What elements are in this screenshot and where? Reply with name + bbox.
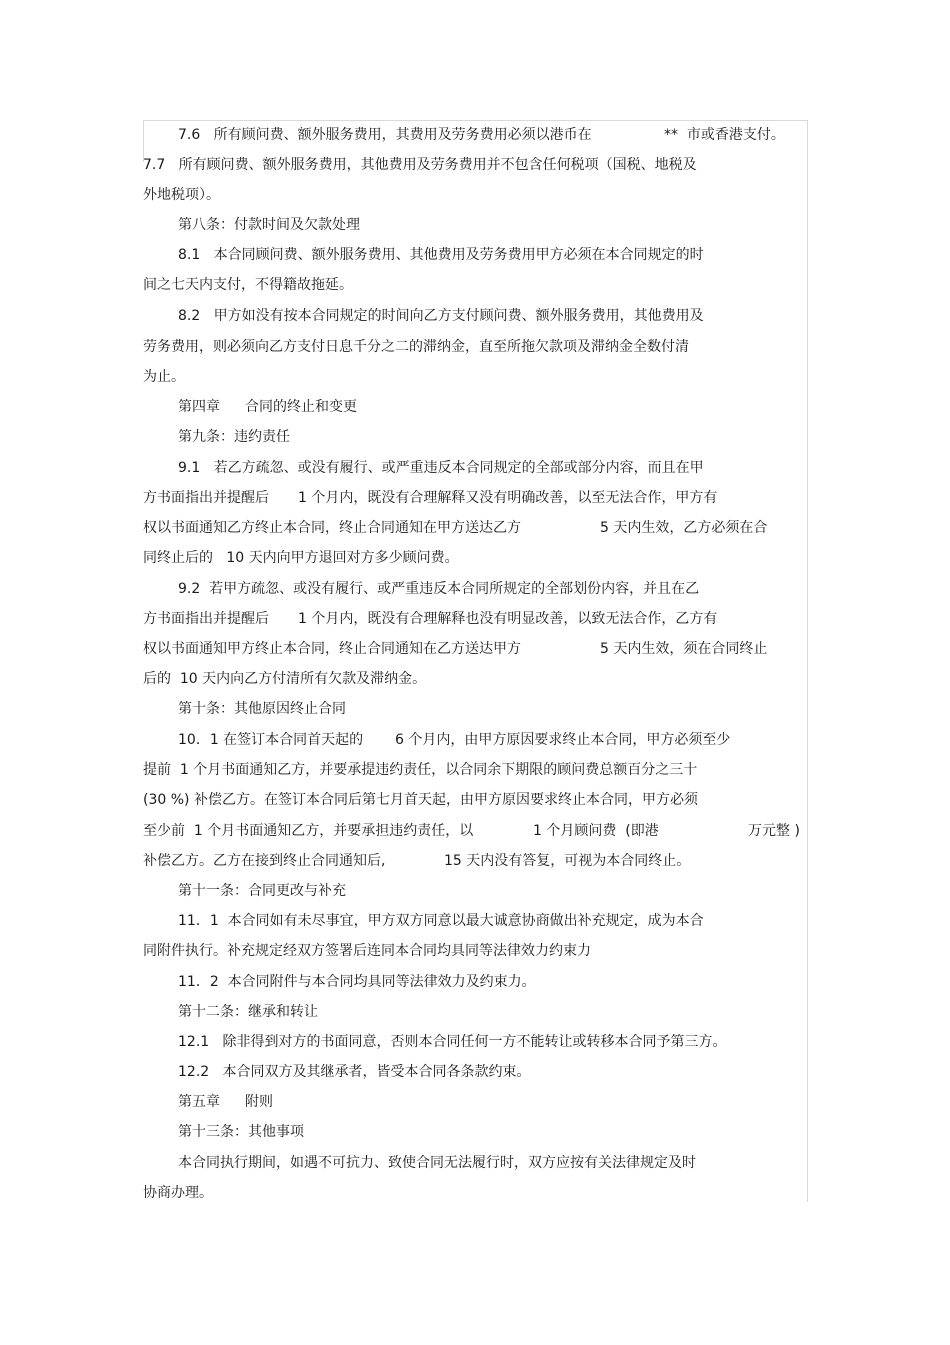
clause-10-1-line-5b: 15 天内没有答复，可视为本合同终止。 [444, 853, 691, 869]
article-12-heading: 第十二条：继承和转让 [178, 1004, 318, 1020]
clause-12-1-line: 12.1 除非得到对方的书面同意，否则本合同任何一方不能转让或转移本合同予第三方。 [178, 1034, 727, 1050]
clause-9-1-line-3b: 5 天内生效，乙方必须在合 [600, 520, 768, 536]
article-9-heading: 第九条：违约责任 [178, 429, 290, 445]
clause-9-1-line-2a: 方书面指出并提醒后 [143, 490, 269, 506]
clause-9-1-line-3a: 权以书面通知乙方终止本合同，终止合同通知在甲方送达乙方 [143, 520, 521, 536]
chapter-4-title: 合同的终止和变更 [245, 399, 357, 415]
clause-8-2-line-end: 为止。 [143, 369, 185, 385]
clause-10-1-line-2: 提前 1 个月书面通知乙方，并要承提违约责任，以合同余下期限的顾问费总额百分之三十 [143, 762, 698, 778]
chapter-4-number: 第四章 [178, 399, 220, 415]
clause-9-1-line: 9.1 若乙方疏忽、或没有履行、或严重违反本合同规定的全部或部分内容，而且在甲 [178, 460, 704, 476]
clause-12-2-line: 12.2 本合同双方及其继承者，皆受本合同各条款约束。 [178, 1064, 531, 1080]
article-11-heading: 第十一条：合同更改与补充 [178, 883, 346, 899]
clause-7-7-line-cont: 外地税项）。 [143, 187, 220, 203]
clause-10-1-line-4c: 万元整 ) [748, 823, 800, 839]
clause-8-1-line-cont: 间之七天内支付，不得籍故拖延。 [143, 277, 353, 293]
clause-7-7-line: 7.7 所有顾问费、额外服务费用，其他费用及劳务费用并不包含任何税项（国税、地税及 [143, 157, 697, 173]
clause-8-1-line: 8.1 本合同顾问费、额外服务费用、其他费用及劳务费用甲方必须在本合同规定的时 [178, 247, 704, 263]
clause-9-2-line-3a: 权以书面通知甲方终止本合同，终止合同通知在乙方送达甲方 [143, 641, 521, 657]
clause-10-1-line-3: (30 %) 补偿乙方。在签订本合同后第七月首天起，由甲方原因要求终止本合同，甲方必须 [143, 792, 698, 808]
clause-11-1-line-cont: 同附件执行。补充规定经双方签署后连同本合同均具同等法律效力约束力 [143, 943, 591, 959]
clause-10-1-line-4b: 1 个月顾问费 (即港 [533, 823, 659, 839]
chapter-5-number: 第五章 [178, 1094, 220, 1110]
clause-10-1-line-1b: 6 个月内，由甲方原因要求终止本合同，甲方必须至少 [395, 732, 731, 748]
clause-9-2-line: 9.2 若甲方疏忽、或没有履行、或严重违反本合同所规定的全部划份内容，并且在乙 [178, 581, 700, 597]
clause-9-2-line-2a: 方书面指出并提醒后 [143, 611, 269, 627]
article-8-heading: 第八条：付款时间及欠款处理 [178, 217, 360, 233]
clause-11-1-line: 11．1 本合同如有未尽事宜，甲方双方同意以最大诚意协商做出补充规定，成为本合 [178, 913, 704, 929]
clause-9-1-line-2b: 1 个月内，既没有合理解释又没有明确改善，以至无法合作，甲方有 [298, 490, 718, 506]
clause-13-line: 本合同执行期间，如遇不可抗力、致使合同无法履行时，双方应按有关法律规定及时 [178, 1155, 696, 1171]
page-border-right [807, 120, 808, 1202]
page-border-top [143, 120, 808, 121]
clause-9-2-line-2b: 1 个月内，既没有合理解释也没有明显改善，以致无法合作，乙方有 [298, 611, 718, 627]
clause-9-1-line-4: 同终止后的 10 天内向甲方退回对方多少顾问费。 [143, 550, 459, 566]
clause-9-2-line-3b: 5 天内生效，须在合同终止 [600, 641, 768, 657]
clause-7-6-line-tail: ** 市或香港支付。 [664, 127, 785, 143]
chapter-5-title: 附则 [245, 1094, 273, 1110]
article-10-heading: 第十条：其他原因终止合同 [178, 701, 346, 717]
clause-11-2-line: 11．2 本合同附件与本合同均具同等法律效力及约束力。 [178, 974, 536, 990]
clause-13-line-cont: 协商办理。 [143, 1185, 213, 1201]
article-13-heading: 第十三条：其他事项 [178, 1124, 304, 1140]
clause-10-1-line-4a: 至少前 1 个月书面通知乙方，并要承担违约责任，以 [143, 823, 474, 839]
clause-8-2-line-cont: 劳务费用，则必须向乙方支付日息千分之二的滞纳金，直至所拖欠款项及滞纳金全数付清 [143, 339, 689, 355]
clause-10-1-line-1a: 10．1 在签订本合同首天起的 [178, 732, 364, 748]
clause-8-2-line: 8.2 甲方如没有按本合同规定的时间向乙方支付顾问费、额外服务费用，其他费用及 [178, 308, 704, 324]
clause-7-6-line: 7.6 所有顾问费、额外服务费用，其费用及劳务费用必须以港币在 [178, 127, 592, 143]
clause-9-2-line-4: 后的 10 天内向乙方付清所有欠款及滞纳金。 [143, 671, 427, 687]
clause-10-1-line-5a: 补偿乙方。乙方在接到终止合同通知后, [143, 853, 386, 869]
